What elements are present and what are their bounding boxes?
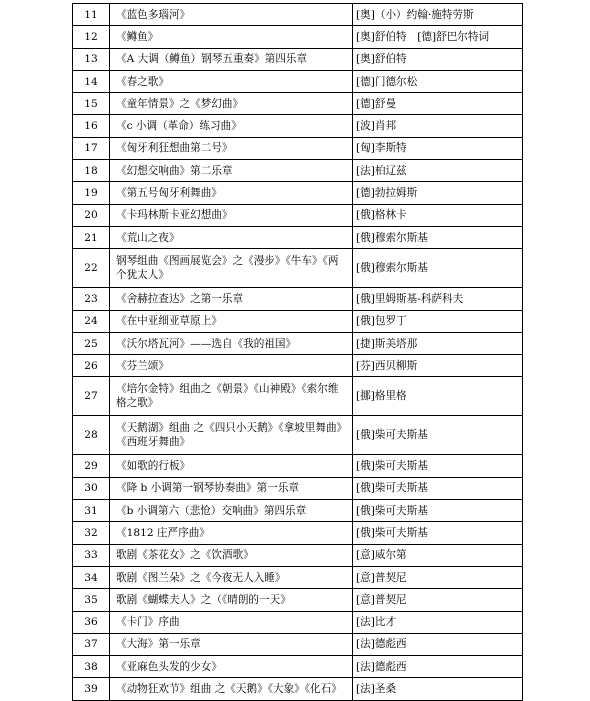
table-row [73,656,523,678]
work-title: 《童年情景》之《梦幻曲》 [110,93,353,115]
music-list-table [72,3,523,701]
work-title: 《舍赫拉查达》之第一乐章 [110,288,353,310]
row-number: 36 [73,611,110,633]
composer: [俄]柴可夫斯基 [353,455,523,477]
composer: [法]德彪西 [353,656,523,678]
table-row [73,137,523,159]
table-row [73,310,523,332]
row-number: 19 [73,182,110,204]
table-row [73,566,523,588]
composer: [法]比才 [353,611,523,633]
work-title: 《培尔金特》组曲之《朝景》《山神殿》《索尔维格之歌》 [110,377,353,416]
row-number: 12 [73,26,110,48]
table-row [73,589,523,611]
composer: [德]门德尔松 [353,70,523,92]
work-title: 《如歌的行板》 [110,455,353,477]
composer: [俄]柴可夫斯基 [353,522,523,544]
composer: [意]普契尼 [353,566,523,588]
work-title: 《沃尔塔瓦河》——选自《我的祖国》 [110,332,353,354]
table-row [73,522,523,544]
composer: [挪]格里格 [353,377,523,416]
composer: [俄]包罗丁 [353,310,523,332]
table-row [73,332,523,354]
row-number: 21 [73,226,110,248]
row-number: 24 [73,310,110,332]
composer: [波]肖邦 [353,115,523,137]
table-row [73,204,523,226]
table-row [73,115,523,137]
composer: [俄]里姆斯基-科萨科夫 [353,288,523,310]
row-number: 11 [73,4,110,26]
composer: [法]圣桑 [353,678,523,700]
work-title: 《鳟鱼》 [110,26,353,48]
work-title: 歌剧《图兰朵》之《今夜无人入睡》 [110,566,353,588]
composer: [俄]格林卡 [353,204,523,226]
row-number: 39 [73,678,110,700]
composer: [意]威尔第 [353,544,523,566]
work-title: 《第五号匈牙利舞曲》 [110,182,353,204]
work-title: 《天鹅湖》组曲 之《四只小天鹅》《拿坡里舞曲》《西班牙舞曲》 [110,416,353,455]
row-number: 33 [73,544,110,566]
table-row [73,377,523,416]
row-number: 15 [73,93,110,115]
work-title: 《1812 庄严序曲》 [110,522,353,544]
composer: [俄]穆索尔斯基 [353,249,523,288]
table-row [73,26,523,48]
row-number: 37 [73,633,110,655]
work-title: 《在中亚细亚草原上》 [110,310,353,332]
work-title: 《b 小调第六（悲怆）交响曲》第四乐章 [110,500,353,522]
work-title: 歌剧《蝴蝶夫人》之（《晴朗的一天》 [110,589,353,611]
composer: [匈]李斯特 [353,137,523,159]
table-row [73,678,523,700]
table-row [73,93,523,115]
table-row [73,182,523,204]
work-title: 《降 b 小调第一钢琴协奏曲》第一乐章 [110,477,353,499]
row-number: 38 [73,656,110,678]
row-number: 22 [73,249,110,288]
composer: [意]普契尼 [353,589,523,611]
table-row [73,48,523,70]
row-number: 16 [73,115,110,137]
work-title: 《卡门》序曲 [110,611,353,633]
work-title: 《大海》第一乐章 [110,633,353,655]
table-row [73,249,523,288]
work-title: 《亚麻色头发的少女》 [110,656,353,678]
composer: [奥]（小）约翰·施特劳斯 [353,4,523,26]
table-row [73,611,523,633]
table-row [73,477,523,499]
work-title: 《春之歌》 [110,70,353,92]
table-row [73,226,523,248]
row-number: 17 [73,137,110,159]
composer: [法]柏辽兹 [353,160,523,182]
work-title: 《幻想交响曲》第二乐章 [110,160,353,182]
composer: [俄]柴可夫斯基 [353,416,523,455]
table-row [73,500,523,522]
composer: [俄]柴可夫斯基 [353,477,523,499]
row-number: 18 [73,160,110,182]
composer: [俄]穆索尔斯基 [353,226,523,248]
composer: [芬]西贝柳斯 [353,355,523,377]
table-row [73,355,523,377]
composer: [法]德彪西 [353,633,523,655]
work-title: 《匈牙利狂想曲第二号》 [110,137,353,159]
row-number: 32 [73,522,110,544]
work-title: 《A 大调（鳟鱼）钢琴五重奏》第四乐章 [110,48,353,70]
row-number: 30 [73,477,110,499]
row-number: 26 [73,355,110,377]
row-number: 20 [73,204,110,226]
row-number: 27 [73,377,110,416]
row-number: 25 [73,332,110,354]
composer: [奥]舒伯特 [德]舒巴尔特词 [353,26,523,48]
row-number: 14 [73,70,110,92]
row-number: 31 [73,500,110,522]
row-number: 34 [73,566,110,588]
work-title: 《荒山之夜》 [110,226,353,248]
table-body [73,4,523,701]
table-row [73,455,523,477]
composer: [德]舒曼 [353,93,523,115]
composer: [德]勃拉姆斯 [353,182,523,204]
table-row [73,70,523,92]
table-row [73,544,523,566]
composer: [奥]舒伯特 [353,48,523,70]
row-number: 28 [73,416,110,455]
table-row [73,633,523,655]
row-number: 29 [73,455,110,477]
row-number: 35 [73,589,110,611]
composer: [捷]斯美塔那 [353,332,523,354]
table-row [73,4,523,26]
work-title: 钢琴组曲《图画展览会》之《漫步》《牛车》《两个犹太人》 [110,249,353,288]
table-row [73,416,523,455]
composer: [俄]柴可夫斯基 [353,500,523,522]
work-title: 《卡玛林斯卡亚幻想曲》 [110,204,353,226]
table-row [73,160,523,182]
work-title: 《蓝色多瑙河》 [110,4,353,26]
row-number: 13 [73,48,110,70]
work-title: 《芬兰颂》 [110,355,353,377]
work-title: 《动物狂欢节》组曲 之《天鹅》《大象》《化石》 [110,678,353,700]
table-row [73,288,523,310]
work-title: 《c 小调（革命）练习曲》 [110,115,353,137]
row-number: 23 [73,288,110,310]
work-title: 歌剧《茶花女》之《饮酒歌》 [110,544,353,566]
